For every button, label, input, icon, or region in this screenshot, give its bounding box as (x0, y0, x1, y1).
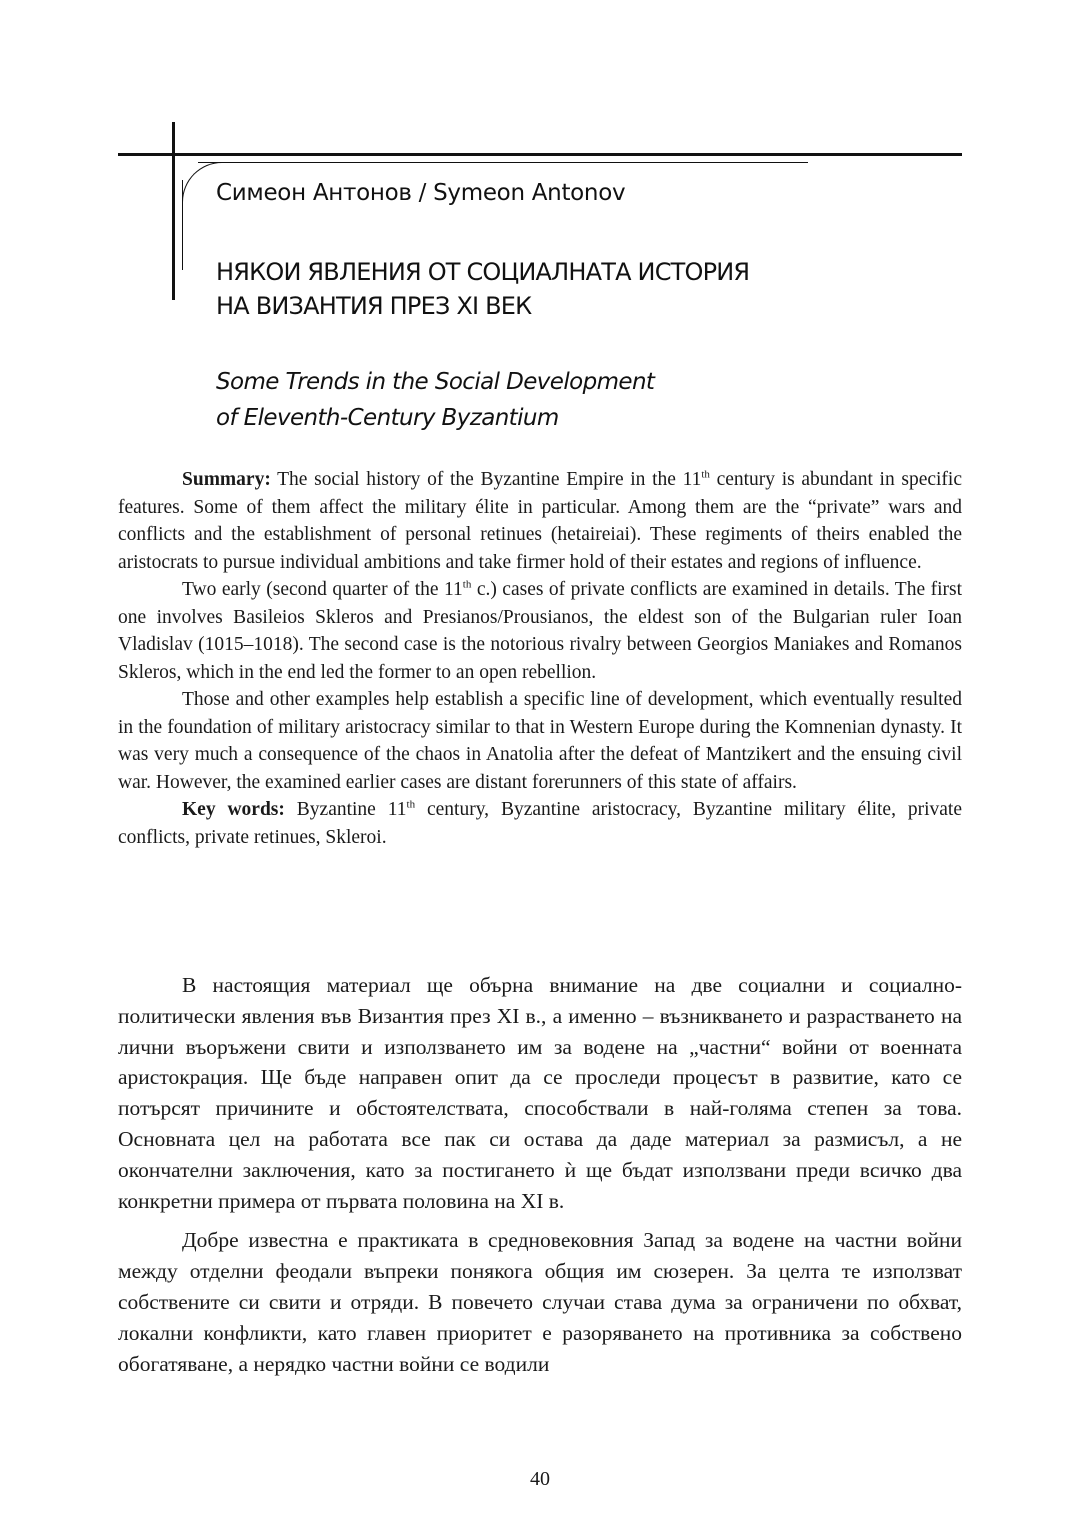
subtitle-line-1: Some Trends in the Social Development (216, 369, 655, 395)
decorative-vertical-rule (172, 122, 175, 300)
superscript-th: th (406, 798, 416, 811)
decorative-thin-vertical-rule (182, 180, 183, 270)
keywords-text-b: century, Byzantine aristocracy, Byzantine military élite, private conflicts, private retinues, Skleroi. (118, 799, 962, 848)
summary-block (118, 466, 962, 851)
superscript-th: th (701, 468, 710, 481)
decorative-horizontal-rule (118, 153, 962, 156)
title-line-2: НА ВИЗАНТИЯ ПРЕЗ XI ВЕК (216, 292, 532, 320)
summary-label: Summary: (182, 469, 271, 490)
body-paragraph-1: В настоящия материал ще обърна внимание на две социални и социално-политически явления във Византия през XI в., а именно – възникването и разрастването на лични въоръжени свити и използването им за водене на „частни“ войни от военната аристокрация. Ще бъде направен опит да се проследи процесът в развитие, като се потърсят причините и обстоятелствата, способствали в най-голяма степен за това. Основната цел на работата все пак си остава да даде материал за размисъл, а не окончателни заключения, като за постигането ѝ ще бъдат използвани преди всичко два конкретни примера от първата половина на XI в. (118, 973, 962, 1213)
body-text (118, 970, 962, 1388)
keywords-label: Key words: (182, 799, 285, 820)
english-title (216, 364, 936, 436)
summary-text-1b: century is abundant in specific features. Some of them affect the military élite in particular. Among them are the “private” wars and conflicts and the establishment of personal retinues (hetaireiai). These regiments of theirs enabled the aristocrats to pursue individual ambitions and take firmer hold of their estates and regions of influence. (118, 469, 962, 573)
decorative-thin-rule (198, 162, 808, 163)
superscript-th: th (462, 578, 472, 591)
article-title (216, 255, 936, 323)
summary-paragraph-1 (118, 466, 962, 576)
summary-text-2b: c.) cases of private conflicts are examined in details. The first one involves Basileios Skleros and Presianos/Prousianos, the eldest son of the Bulgarian ruler Ioan Vladislav (1015–1018). The second case is the notorious rivalry between Georgios Maniakes and Romanos Skleros, which in the end led the former to an open rebellion. (118, 579, 962, 683)
subtitle-line-2: of Eleventh-Century Byzantium (216, 405, 559, 431)
summary-text-2a: Two early (second quarter of the 11 (182, 579, 463, 600)
author-line: Симеон Антонов / Symeon Antonov (216, 180, 626, 206)
summary-text-1a: The social history of the Byzantine Empire in the 11 (270, 469, 702, 490)
keywords-paragraph (118, 796, 962, 851)
page-number: 40 (530, 1468, 550, 1490)
title-line-1: НЯКОИ ЯВЛЕНИЯ ОТ СОЦИАЛНАТА ИСТОРИЯ (216, 258, 750, 286)
summary-paragraph-2 (118, 576, 962, 686)
body-paragraph-2: Добре известна е практиката в средновековния Запад за водене на частни войни между отделни феодали въпреки понякога общия им сюзерен. За целта те използват собствените си свити и отряди. В повечето случаи става дума за ограничени по обхват, локални конфликти, като главен приоритет е разоряването на противника за собствено обогатяване, а нерядко частни войни се водили (118, 1228, 962, 1376)
keywords-text-a: Byzantine 11 (284, 799, 407, 820)
summary-paragraph-3: Those and other examples help establish a specific line of development, which eventually resulted in the foundation of military aristocracy similar to that in Western Europe during the Komnenian dynasty. It was very much a consequence of the chaos in Anatolia after the defeat of Mantzikert and the ensuing civil war. However, the examined earlier cases are distant forerunners of this state of affairs. (118, 689, 962, 793)
